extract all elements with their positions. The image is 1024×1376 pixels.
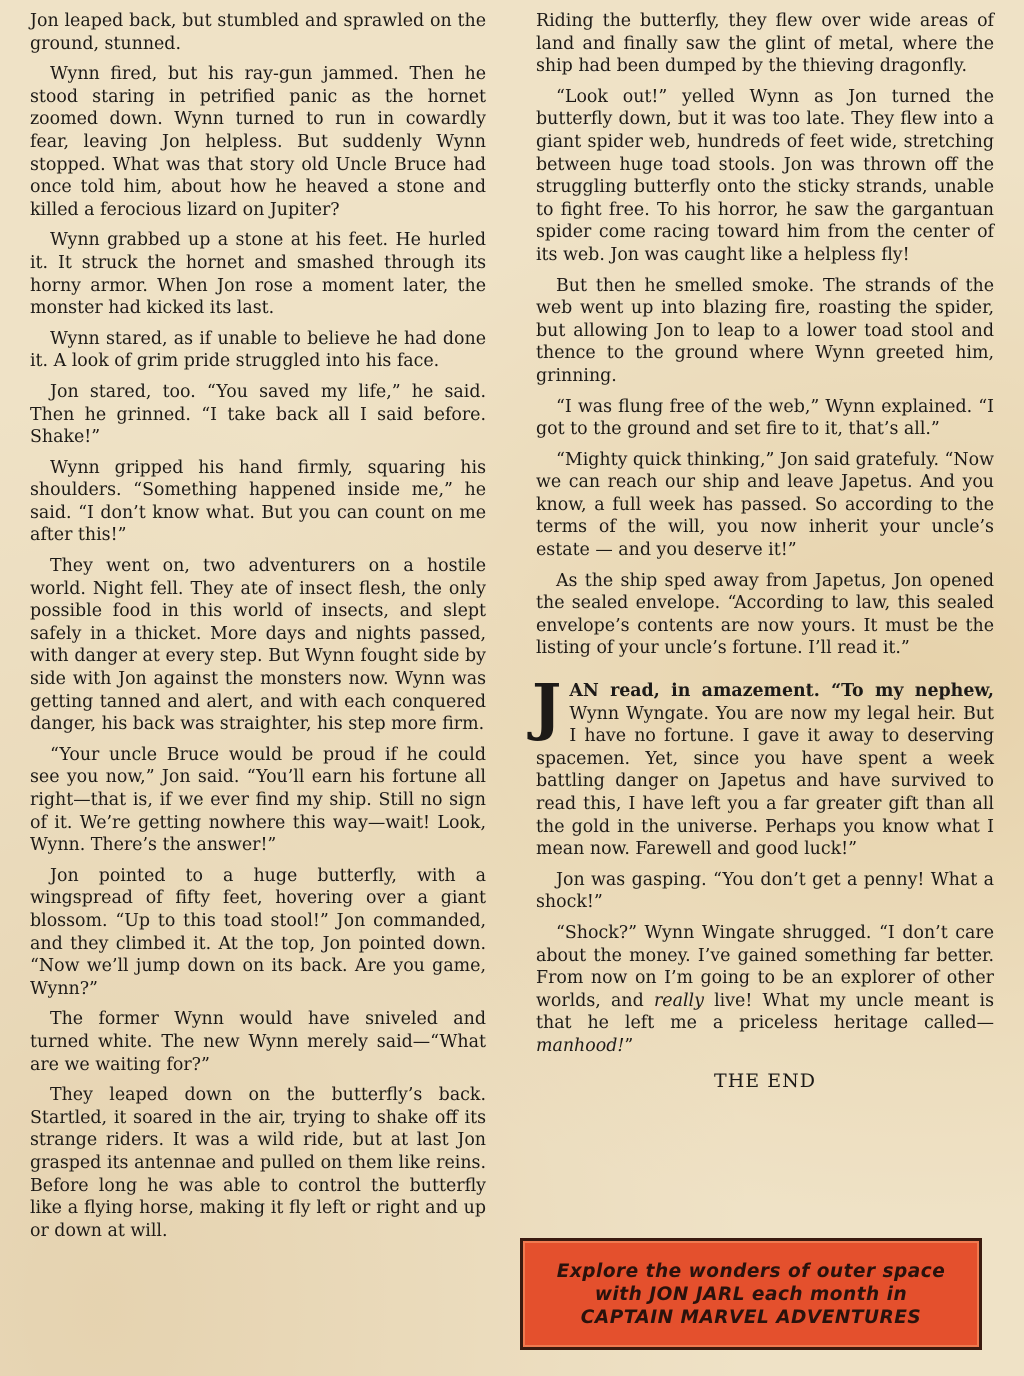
story-paragraph: “Your uncle Bruce would be proud if he could see you now,” Jon said. “You’ll earn his fortune all right—that is, if we ever find my ship. Still no sign of it. We’re getting nowhere this way—wait! Look, Wynn. There’s the answer!” xyxy=(30,744,486,856)
story-paragraph: Wynn gripped his hand firmly, squaring his shoulders. “Something happened inside me,” he said. “I don’t know what. But you can count on me after this!” xyxy=(30,457,486,546)
promo-line: Explore the wonders of outer space xyxy=(556,1260,946,1282)
story-paragraph: They went on, two adventurers on a hostile world. Night fell. They ate of insect flesh, the only possible food in this world of insects, and slept safely in a thicket. More days and nights passed, with danger at every step. But Wynn fought side by side with Jon against the monsters now. Wynn was getting tanned and alert, and with each conquered danger, his back was straighter, his step more firm. xyxy=(30,556,486,735)
right-text-column xyxy=(532,10,995,1092)
the-end-label: THE END xyxy=(714,1069,816,1092)
promo-line: with JON JARL each month in xyxy=(594,1283,908,1305)
story-paragraph: “I was flung free of the web,” Wynn explained. “I got to the ground and set fire to it, that’s all.” xyxy=(536,396,994,440)
story-paragraph: The former Wynn would have sniveled and turned white. The new Wynn merely said—“What are we waiting for?” xyxy=(30,1009,486,1075)
story-paragraph: “Mighty quick thinking,” Jon said gratefuly. “Now we can reach our ship and leave Japetus. And you know, a full week has passed. So according to the terms of the will, you now inherit your uncle’s estate — and you deserve it!” xyxy=(536,449,994,561)
story-paragraph: But then he smelled smoke. The strands of the web went up into blazing fire, roasting the spider, but allowing Jon to leap to a lower toad stool and thence to the ground where Wynn greeted him, grinning. xyxy=(536,275,994,386)
story-paragraph: Wynn stared, as if unable to believe he had done it. A look of grim pride struggled into his face. xyxy=(30,328,486,372)
story-paragraph: Jon leaped back, but stumbled and sprawled on the ground, stunned. xyxy=(30,11,486,54)
promo-banner xyxy=(520,1238,982,1350)
story-paragraph: Jon stared, too. “You saved my life,” he said. Then he grinned. “I take back all I said before. Shake!” xyxy=(30,381,486,448)
story-paragraph: Wynn grabbed up a stone at his feet. He hurled it. It struck the hornet and smashed through its horny armor. When Jon rose a moment later, the monster had kicked its last. xyxy=(30,230,486,319)
story-paragraph: “Look out!” yelled Wynn as Jon turned the butterfly down, but it was too late. They flew into a giant spider web, hundreds of feet wide, stretching between huge toad stools. Jon was thrown off the struggling butterfly onto the sticky strands, unable to fight free. To his horror, he saw the gargantuan spider come racing toward him from the center of its web. Jon was caught like a helpless fly! xyxy=(536,86,994,265)
dropcap-letter: J xyxy=(532,670,562,744)
letter-lead-in: AN read, in amazement. “To my nephew, xyxy=(569,681,994,702)
letter-body: Wynn Wyngate. You are now my legal heir. But I have no fortune. I gave it away to deserving spacemen. Yet, since you have spent a week battling danger on Japetus and have survived to read this, I have left you a far greater gift than all the gold in the universe. Perhaps you know what I mean now. Farewell and good luck!” xyxy=(536,703,994,860)
story-paragraph: Riding the butterfly, they flew over wide areas of land and finally saw the glint of metal, where the ship had been dumped by the thieving dragonfly. xyxy=(536,11,994,77)
story-paragraph: Wynn fired, but his ray-gun jammed. Then he stood staring in petrified panic as the hornet zoomed down. Wynn turned to run in cowardly fear, leaving Jon helpless. But suddenly Wynn stopped. What was that story old Uncle Bruce had once told him, about how he heaved a stone and killed a ferocious lizard on Jupiter? xyxy=(30,64,486,220)
promo-line: CAPTAIN MARVEL ADVENTURES xyxy=(580,1306,922,1328)
promo-text xyxy=(537,1260,966,1329)
left-text-column xyxy=(30,10,486,1250)
story-paragraph: Jon pointed to a huge butterfly, with a wingspread of fifty feet, hovering over a giant blossom. “Up to this toad stool!” Jon commanded, and they climbed it. At the top, Jon pointed down. “Now we’ll jump down on its back. Are you game, Wynn?” xyxy=(30,865,486,999)
story-paragraph: As the ship sped away from Japetus, Jon opened the sealed envelope. “According to law, this sealed envelope’s contents are now yours. It must be the listing of your uncle’s fortune. I’ll read it.” xyxy=(536,570,994,659)
letter-paragraph xyxy=(532,670,994,861)
story-paragraph: Jon was gasping. “You don’t get a penny! What a shock!” xyxy=(536,869,994,913)
final-paragraph: “Shock?” Wynn Wingate shrugged. “I don’t care about the money. I’ve gained something far better. From now on I’m going to be an explorer of other worlds, and really live! What my uncle meant is that he left me a priceless heritage called—manhood!” xyxy=(536,922,995,1056)
story-paragraph: They leaped down on the butterfly’s back. Startled, it soared in the air, trying to shake off its strange riders. It was a wild ride, but at last Jon grasped its antennae and pulled on them like reins. Before long he was able to control the butterfly like a flying horse, making it fly left or right and up or down at will. xyxy=(30,1085,486,1241)
